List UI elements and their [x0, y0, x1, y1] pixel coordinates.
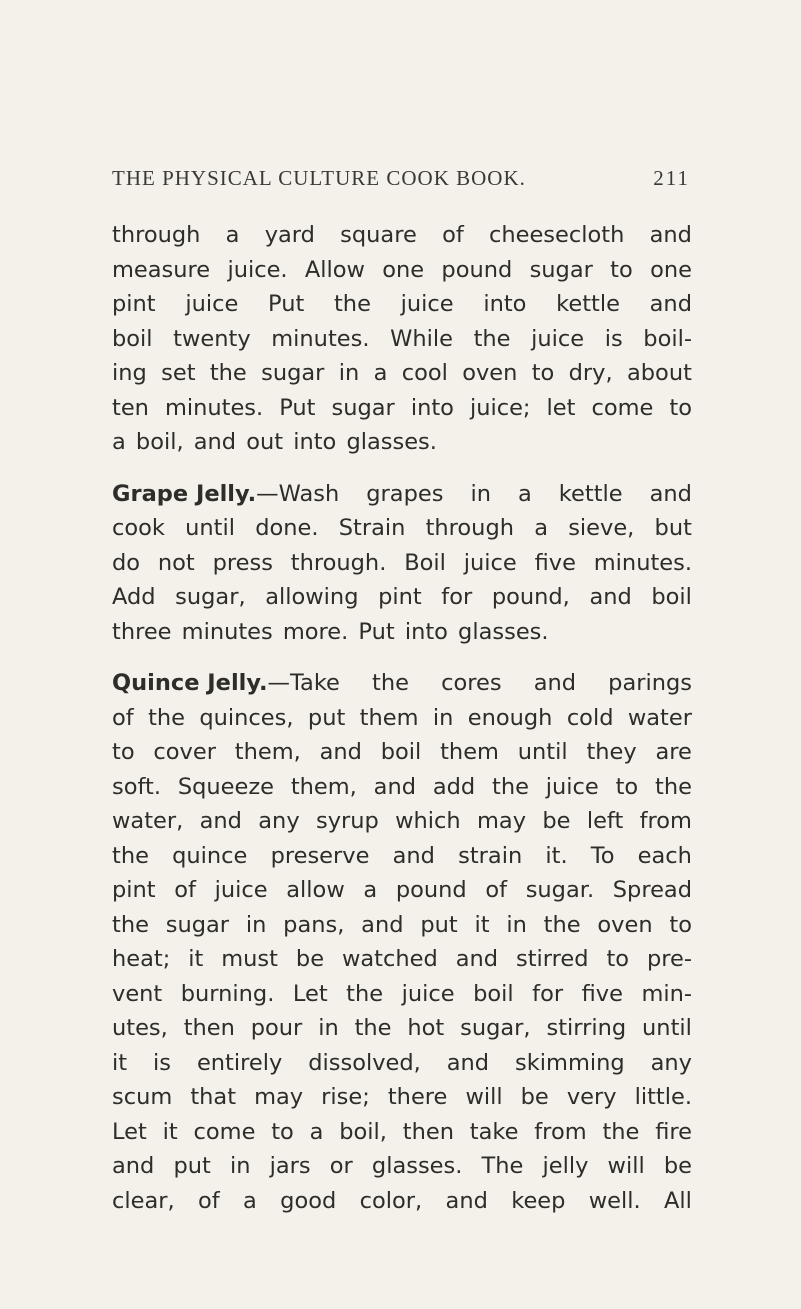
text-line	[112, 1149, 692, 1184]
word: from	[534, 1118, 587, 1145]
word: pans,	[283, 911, 345, 938]
word: Put	[358, 618, 395, 645]
word: from	[639, 808, 692, 834]
word: through.	[290, 549, 387, 576]
word: be	[295, 946, 325, 972]
word: into	[410, 394, 454, 421]
word: one	[650, 256, 692, 283]
word: watched	[341, 946, 438, 972]
word: is	[153, 1049, 171, 1076]
word: five	[534, 549, 576, 576]
word: to	[669, 394, 692, 421]
word: utes,	[112, 1015, 168, 1041]
word: cold	[566, 704, 614, 731]
word: —Take	[267, 670, 340, 696]
word: glasses.	[458, 618, 549, 645]
word: set	[161, 360, 196, 386]
word: cheesecloth	[488, 222, 625, 248]
word: may	[477, 808, 527, 834]
text-line	[112, 977, 692, 1012]
word: color,	[359, 1187, 423, 1214]
word: Boil	[404, 549, 446, 576]
word: and	[112, 1153, 155, 1179]
word: a	[112, 429, 126, 455]
word: it.	[545, 842, 568, 869]
text-line	[112, 1184, 692, 1219]
word: one	[382, 256, 425, 283]
word: and	[373, 773, 416, 800]
text-line	[112, 425, 692, 460]
word: juice	[400, 291, 454, 317]
word: put	[420, 911, 458, 938]
text-line	[112, 615, 692, 650]
word: and	[199, 808, 242, 834]
word: the	[473, 325, 511, 352]
word: the	[346, 980, 384, 1007]
word: them	[440, 739, 499, 765]
word: pour	[250, 1015, 303, 1041]
word: be	[663, 1153, 692, 1179]
word: kettle	[558, 480, 623, 507]
word: the	[148, 704, 185, 731]
word: it	[474, 911, 490, 938]
word: rise;	[321, 1084, 370, 1110]
word: Put	[279, 394, 316, 421]
word: then	[402, 1118, 454, 1145]
word: water	[627, 704, 692, 731]
word: cover	[153, 739, 216, 765]
word: not	[157, 549, 195, 576]
word: come	[193, 1118, 256, 1145]
text-line	[112, 218, 692, 253]
word: in	[318, 1015, 339, 1041]
text-line	[112, 942, 692, 977]
text-line	[112, 735, 692, 770]
word: stirring	[546, 1015, 627, 1041]
word: juice	[185, 291, 239, 317]
word: come	[591, 394, 654, 421]
word: in	[229, 1153, 251, 1179]
word: jelly	[542, 1153, 589, 1179]
word: cook	[112, 515, 165, 541]
text-line	[112, 1011, 692, 1046]
word: any	[650, 1049, 692, 1076]
word: of	[485, 877, 508, 903]
word: sugar,	[175, 584, 246, 610]
word: square	[340, 222, 417, 248]
word: Allow	[304, 256, 365, 283]
word: glasses.	[371, 1153, 463, 1179]
word: are	[655, 739, 692, 765]
word: add	[432, 773, 476, 800]
word: to	[606, 946, 630, 972]
word: to	[615, 773, 639, 800]
word: to	[669, 911, 692, 938]
heading-group	[112, 666, 340, 701]
word: out	[246, 429, 284, 455]
word: put	[173, 1153, 211, 1179]
word: and	[446, 1049, 490, 1076]
word: Let	[292, 980, 328, 1007]
word: measure	[112, 256, 211, 283]
word: of	[112, 704, 134, 731]
word: is	[604, 325, 623, 352]
word: into	[293, 429, 337, 455]
word: While	[390, 325, 453, 352]
word: will	[465, 1084, 503, 1110]
word: pound	[441, 256, 513, 283]
text-line	[112, 873, 692, 908]
text-line	[112, 322, 692, 357]
word: done.	[255, 515, 319, 541]
text-line	[112, 1080, 692, 1115]
word: and	[455, 946, 499, 972]
word: enough	[467, 704, 553, 731]
word: to	[531, 360, 555, 386]
word: press	[212, 549, 273, 576]
word: To	[590, 842, 615, 869]
word: very	[566, 1084, 617, 1110]
word: each	[637, 842, 692, 869]
word: minutes.	[271, 325, 370, 352]
word: more.	[282, 618, 349, 645]
word: a	[534, 515, 548, 541]
word: and	[445, 1187, 488, 1214]
word: for	[532, 980, 564, 1007]
word: a	[363, 877, 378, 903]
word: jars	[269, 1153, 311, 1179]
word: skimming	[515, 1049, 625, 1076]
heading-group	[112, 477, 339, 512]
word: syrup	[315, 808, 379, 834]
word: the	[209, 360, 247, 386]
word: Add	[112, 584, 156, 610]
word: until	[185, 515, 235, 541]
word: quince	[172, 842, 248, 869]
word: minutes	[181, 618, 273, 645]
word: good	[280, 1187, 337, 1214]
word: All	[664, 1187, 692, 1214]
word: ten	[112, 394, 149, 421]
word: it	[188, 946, 204, 972]
text-line	[112, 546, 692, 581]
word: burning.	[180, 980, 275, 1007]
word: the	[333, 291, 371, 317]
word: sugar	[165, 911, 230, 938]
paragraph-cheesecloth-juice	[112, 218, 692, 460]
word: to	[112, 739, 135, 765]
word: boil	[651, 584, 692, 610]
word: left	[586, 808, 624, 834]
word: will	[607, 1153, 645, 1179]
word: a	[309, 1118, 324, 1145]
text-line-with-heading	[112, 477, 692, 512]
word: the	[354, 1015, 392, 1041]
word: until	[642, 1015, 692, 1041]
word: and	[392, 842, 435, 869]
word: of	[174, 877, 196, 903]
word: a	[517, 480, 532, 507]
word: Spread	[612, 877, 692, 903]
word: until	[517, 739, 568, 765]
word: a	[243, 1187, 257, 1214]
word: a	[373, 360, 388, 386]
word: pre-	[647, 946, 692, 972]
word: clear,	[112, 1187, 175, 1214]
word: them,	[234, 739, 301, 765]
word: fire	[655, 1118, 692, 1145]
word: water,	[112, 808, 184, 834]
word: kettle	[556, 291, 620, 317]
page-number: 211	[653, 166, 690, 190]
word: keep	[511, 1187, 566, 1214]
word: Put	[268, 291, 305, 317]
word: the	[112, 842, 149, 869]
word: to	[610, 256, 633, 283]
word: them	[359, 704, 419, 731]
word: boil,	[339, 1118, 387, 1145]
word: Squeeze	[177, 773, 274, 800]
text-line	[112, 287, 692, 322]
word: stirred	[515, 946, 589, 972]
word: boil	[380, 739, 422, 765]
word: Let	[112, 1118, 147, 1145]
word: twenty	[173, 325, 251, 352]
word: the	[602, 1118, 640, 1145]
word: sugar.	[525, 877, 595, 903]
word: it	[162, 1118, 178, 1145]
word: the	[112, 911, 149, 938]
word: and	[649, 291, 692, 317]
word: about	[626, 360, 692, 386]
word: then	[183, 1015, 235, 1041]
word: put	[307, 704, 346, 731]
word: the	[543, 911, 581, 938]
word: juice.	[227, 256, 288, 283]
word: juice;	[469, 394, 531, 421]
word: minutes.	[164, 394, 264, 421]
word: —Wash	[256, 480, 340, 507]
word: entirely	[196, 1049, 283, 1076]
word: juice	[545, 773, 599, 800]
word: through	[425, 515, 514, 541]
word: it	[112, 1049, 128, 1076]
recipe-heading-grape-jelly: Grape Jelly.	[112, 480, 257, 507]
word: to	[271, 1118, 294, 1145]
word: heat;	[112, 946, 171, 972]
text-line	[112, 580, 692, 615]
word: oven	[597, 911, 653, 938]
word: five	[581, 980, 623, 1007]
word: but	[654, 515, 692, 541]
word: the	[655, 773, 692, 800]
word: vent	[112, 980, 163, 1007]
word: a	[225, 222, 240, 248]
word: and	[589, 584, 632, 610]
word: and	[193, 429, 237, 455]
word: into	[404, 618, 448, 645]
word: pint	[112, 291, 156, 317]
word: pint	[378, 584, 422, 610]
word: min-	[641, 980, 692, 1007]
word: for	[441, 584, 473, 610]
word: little.	[634, 1084, 692, 1110]
word: in	[245, 911, 267, 938]
word: in	[432, 704, 454, 731]
word: boil,	[135, 429, 184, 455]
text-line	[112, 1046, 692, 1081]
word: strain	[458, 842, 523, 869]
word: may	[254, 1084, 304, 1110]
word: which	[395, 808, 461, 834]
word: into	[483, 291, 527, 317]
text-line	[112, 1115, 692, 1150]
word: well.	[588, 1187, 641, 1214]
paragraph-grape-jelly	[112, 477, 692, 650]
word: must	[221, 946, 278, 972]
word: in	[470, 480, 491, 507]
word: juice	[214, 877, 268, 903]
body-text	[112, 218, 692, 1235]
word: soft.	[112, 773, 161, 800]
text-line	[112, 839, 692, 874]
word: and	[361, 911, 404, 938]
word: boil-	[643, 325, 692, 352]
word: of	[198, 1187, 220, 1214]
word: and	[649, 480, 692, 507]
word: boil	[473, 980, 514, 1007]
word: the	[492, 773, 529, 800]
text-line-with-heading	[112, 666, 692, 701]
word: Strain	[338, 515, 406, 541]
word: sieve,	[568, 515, 635, 541]
word: minutes.	[593, 549, 692, 576]
word: allow	[286, 877, 345, 903]
word: of	[442, 222, 464, 248]
text-line	[112, 770, 692, 805]
word: be	[520, 1084, 549, 1110]
word: quinces,	[199, 704, 294, 731]
word: preserve	[270, 842, 370, 869]
word: be	[542, 808, 571, 834]
word: sugar	[529, 256, 593, 283]
text-line	[112, 356, 692, 391]
word: dry,	[568, 360, 613, 386]
word: dissolved,	[308, 1049, 421, 1076]
word: sugar	[331, 394, 395, 421]
text-line	[112, 391, 692, 426]
word: glasses.	[346, 429, 437, 455]
word: The	[481, 1153, 524, 1179]
word: sugar,	[460, 1015, 531, 1041]
text-line	[112, 253, 692, 288]
recipe-heading-quince-jelly: Quince Jelly.	[112, 670, 268, 696]
word: pound,	[491, 584, 570, 610]
word: and	[649, 222, 692, 248]
word: ing	[112, 360, 147, 386]
text-line	[112, 701, 692, 736]
word: cores	[441, 670, 502, 696]
word: let	[546, 394, 576, 421]
word: in	[506, 911, 527, 938]
text-line	[112, 908, 692, 943]
word: sugar	[261, 360, 325, 386]
word: the	[372, 670, 409, 696]
word: pound	[395, 877, 467, 903]
word: take	[469, 1118, 519, 1145]
word: that	[190, 1084, 237, 1110]
word: juice	[401, 980, 455, 1007]
word: three	[112, 618, 172, 645]
word: boil	[112, 325, 153, 352]
running-title: THE PHYSICAL CULTURE COOK BOOK.	[112, 166, 526, 190]
word: cool	[401, 360, 448, 386]
word: allowing	[265, 584, 359, 610]
word: in	[338, 360, 360, 386]
word: grapes	[366, 480, 444, 507]
word: there	[387, 1084, 448, 1110]
word: oven	[462, 360, 518, 386]
word: or	[329, 1153, 353, 1179]
word: juice	[463, 549, 517, 576]
word: scum	[112, 1084, 173, 1110]
word: hot	[407, 1015, 445, 1041]
word: and	[533, 670, 577, 696]
word: through	[112, 222, 201, 248]
word: parings	[608, 670, 692, 696]
word: do	[112, 549, 141, 576]
running-head	[112, 166, 690, 194]
word: they	[586, 739, 637, 765]
word: pint	[112, 877, 156, 903]
word: and	[319, 739, 362, 765]
word: juice	[531, 325, 585, 352]
word: yard	[264, 222, 315, 248]
word: them,	[290, 773, 357, 800]
paragraph-quince-jelly	[112, 666, 692, 1218]
word: any	[258, 808, 300, 834]
text-line	[112, 804, 692, 839]
text-line	[112, 511, 692, 546]
